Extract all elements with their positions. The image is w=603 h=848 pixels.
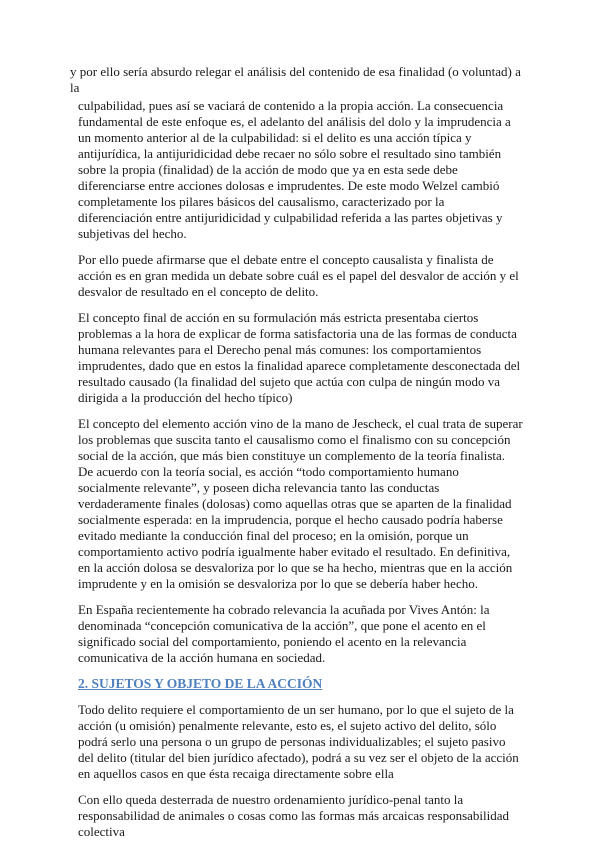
text-line: responsabilidad de animales o cosas como las formas más arcaicas responsabilidad — [78, 808, 510, 823]
text-line: comportamiento activo podría igualmente haber evitado el resultado. En definitiva, — [78, 544, 511, 559]
text-line: Todo delito requiere el comportamiento de un ser humano, por lo que el sujeto de la — [78, 702, 514, 717]
text-line: Con ello queda desterrada de nuestro ordenamiento jurídico-penal tanto la — [78, 792, 464, 807]
text-line: resultado causado (la finalidad del sujeto que actúa con culpa de ningún modo va — [78, 374, 500, 389]
text-line: evitado mediante la conducción final del proceso; en la omisión, porque un — [78, 528, 469, 543]
text-line: un momento anterior al de la culpabilidad: si el delito es una acción típica y — [78, 130, 472, 145]
text-line: y por ello sería absurdo relegar el análisis del contenido de esa finalidad (o voluntad) a — [70, 64, 521, 79]
text-line: fundamental de este enfoque es, el adelanto del análisis del dolo y la imprudencia a — [78, 114, 511, 129]
text-line: En España recientemente ha cobrado relevancia la acuñada por Vives Antón: la — [78, 602, 490, 617]
text-line: del delito (titular del bien jurídico afectado), podrá a su vez ser el objeto de la acción — [78, 750, 519, 765]
text-line: diferenciarse entre acciones dolosas e imprudentes. De este modo Welzel cambió — [78, 178, 500, 193]
text-line: De acuerdo con la teoría social, es acción “todo comportamiento humano — [78, 464, 459, 479]
text-line: acción es en gran medida un debate sobre cuál es el papel del desvalor de acción y el — [78, 268, 519, 283]
text-line: socialmente relevante”, y poseen dicha relevancia tanto las conductas — [78, 480, 440, 495]
text-line: la — [70, 80, 80, 95]
text-line: colectiva — [78, 824, 125, 839]
text-line: Por ello puede afirmarse que el debate entre el concepto causalista y finalista de — [78, 252, 494, 267]
text-line: subjetivas del hecho. — [78, 226, 187, 241]
text-line: imprudentes, dado que en estos la finalidad aparece completamente desconectada del — [78, 358, 521, 373]
text-line: comunicativa de la acción humana en sociedad. — [78, 650, 326, 665]
text-line: acción (u omisión) penalmente relevante, esto es, el sujeto activo del delito, sólo — [78, 718, 497, 733]
text-line: socialmente esperada: en la imprudencia, porque el hecho causado podría haberse — [78, 512, 503, 527]
text-line: problemas a la hora de explicar de forma satisfactoria una de las formas de conducta — [78, 326, 517, 341]
text-line: los problemas que suscita tanto el causalismo como el finalismo con su concepción — [78, 432, 511, 447]
text-line: El concepto del elemento acción vino de la mano de Jescheck, el cual trata de superar — [78, 416, 523, 431]
text-line: desvalor de resultado en el concepto de delito. — [78, 284, 319, 299]
text-line: verdaderamente finales (dolosas) como aquellas otras que se aparten de la finalidad — [78, 496, 512, 511]
text-line: podrá serlo una persona o un grupo de personas individualizables; el sujeto pasivo — [78, 734, 506, 749]
text-line: diferenciación entre antijuridicidad y culpabilidad referida a las partes objetivas y — [78, 210, 503, 225]
section-heading: 2. SUJETOS Y OBJETO DE LA ACCIÓN — [78, 676, 323, 691]
text-line: en aquellos casos en que ésta recaiga directamente sobre ella — [78, 766, 394, 781]
text-line: El concepto final de acción en su formulación más estricta presentaba ciertos — [78, 310, 479, 325]
text-line: humana relevantes para el Derecho penal más comunes: los comportamientos — [78, 342, 482, 357]
text-line: en la acción dolosa se desvaloriza por lo que se ha hecho, mientras que en la acción — [78, 560, 513, 575]
text-line: dirigida a la producción del hecho típico) — [78, 390, 293, 405]
text-line: completamente los pilares básicos del causalismo, caracterizado por la — [78, 194, 445, 209]
text-line: culpabilidad, pues así se vaciará de contenido a la propia acción. La consecuencia — [78, 98, 504, 113]
text-line: significado social del comportamiento, poniendo el acento en la relevancia — [78, 634, 467, 649]
text-line: antijurídica, la antijuridicidad debe recaer no sólo sobre el resultado sino también — [78, 146, 502, 161]
text-line: imprudente y en la omisión se desvaloriza por lo que se debería haber hecho. — [78, 576, 478, 591]
text-line: denominada “concepción comunicativa de la acción”, que pone el acento en el — [78, 618, 486, 633]
text-line: social de la acción, que más bien constituye un complemento de la teoría finalista. — [78, 448, 506, 463]
text-line: sobre la propia (finalidad) de la acción de modo que ya en esta sede debe — [78, 162, 458, 177]
